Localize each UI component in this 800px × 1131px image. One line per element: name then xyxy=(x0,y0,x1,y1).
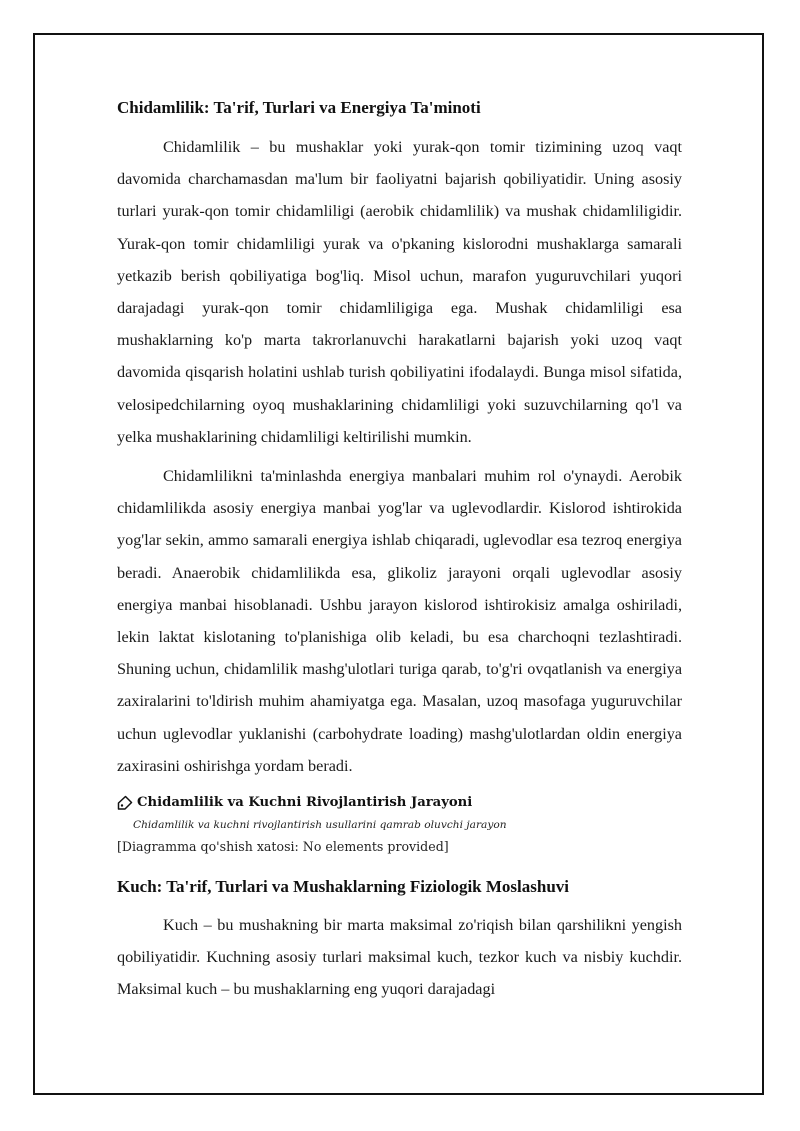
paragraph-strength-definition: Kuch – bu mushakning bir marta maksimal zo'riqish bilan qarshilikni yengish qobiliyatidir. Kuchning asosiy turlari maksimal kuch, tezkor kuch va nisbiy kuchdir. Maksimal kuch – bu mushaklarning eng yuqori darajadagi xyxy=(117,916,682,999)
section-heading-strength: Kuch: Ta'rif, Turlari va Mushaklarning Fiziologik Moslashuvi xyxy=(117,877,570,897)
diagram-title: Chidamlilik va Kuchni Rivojlantirish Jarayoni xyxy=(137,795,473,811)
document-body xyxy=(117,97,682,1006)
tag-icon xyxy=(117,795,133,811)
diagram-subtitle: Chidamlilik va kuchni rivojlantirish usullarini qamrab oluvchi jarayon xyxy=(133,819,507,832)
paragraph-endurance-definition: Chidamlilik – bu mushaklar yoki yurak-qon tomir tizimining uzoq vaqt davomida charchamasdan ma'lum bir faoliyatni bajarish qobiliyatidir. Uning asosiy turlari yurak-qon tomir chidamliligi (aerobik chidamlilik) va mushak chidamliligidir. Yurak-qon tomir chidamliligi yurak va o'pkaning kislorodni mushaklarga samarali yetkazib berish qobiliyatiga bog'liq. Misol uchun, marafon yuguruvchilari yuqori darajadagi yurak-qon tomir chidamliligiga ega. Mushak chidamliligi esa mushaklarning ko'p marta takrorlanuvchi harakatlarni bajarish yoki uzoq vaqt davomida qisqarish holatini ushlab turish qobiliyatini ifodalaydi. Bunga misol sifatida, velosipedchilarning oyoq mushaklarining chidamliligi yoki suzuvchilarning qo'l va yelka mushaklarining chidamliligi keltirilishi mumkin. xyxy=(117,138,682,446)
diagram-title-row xyxy=(117,794,682,812)
paragraph-endurance-energy: Chidamlilikni ta'minlashda energiya manbalari muhim rol o'ynaydi. Aerobik chidamlilikda asosiy energiya manbai yog'lar va uglevodlardir. Kislorod ishtirokida yog'lar sekin, ammo samarali energiya ishlab chiqaradi, uglevodlar esa tezroq energiya beradi. Anaerobik chidamlilikda esa, glikoliz jarayoni orqali uglevodlar asosiy energiya manbai hisoblanadi. Ushbu jarayon kislorod ishtirokisiz amalga oshiriladi, lekin laktat kislotaning to'planishiga olib keladi, bu esa charchoqni tezlashtiradi. Shuning uchun, chidamlilik mashg'ulotlari turiga qarab, to'g'ri ovqatlanish va energiya zaxiralarini to'ldirish muhim ahamiyatga ega. Masalan, uzoq masofaga yuguruvchilar uchun uglevodlar yuklanishi (carbohydrate loading) mashg'ulotlardan oldin energiya zaxirasini oshirishga yordam beradi. xyxy=(117,467,682,775)
section-heading-endurance: Chidamlilik: Ta'rif, Turlari va Energiya Ta'minoti xyxy=(117,98,481,117)
diagram-error-message: [Diagramma qo'shish xatosi: No elements provided] xyxy=(117,839,449,855)
